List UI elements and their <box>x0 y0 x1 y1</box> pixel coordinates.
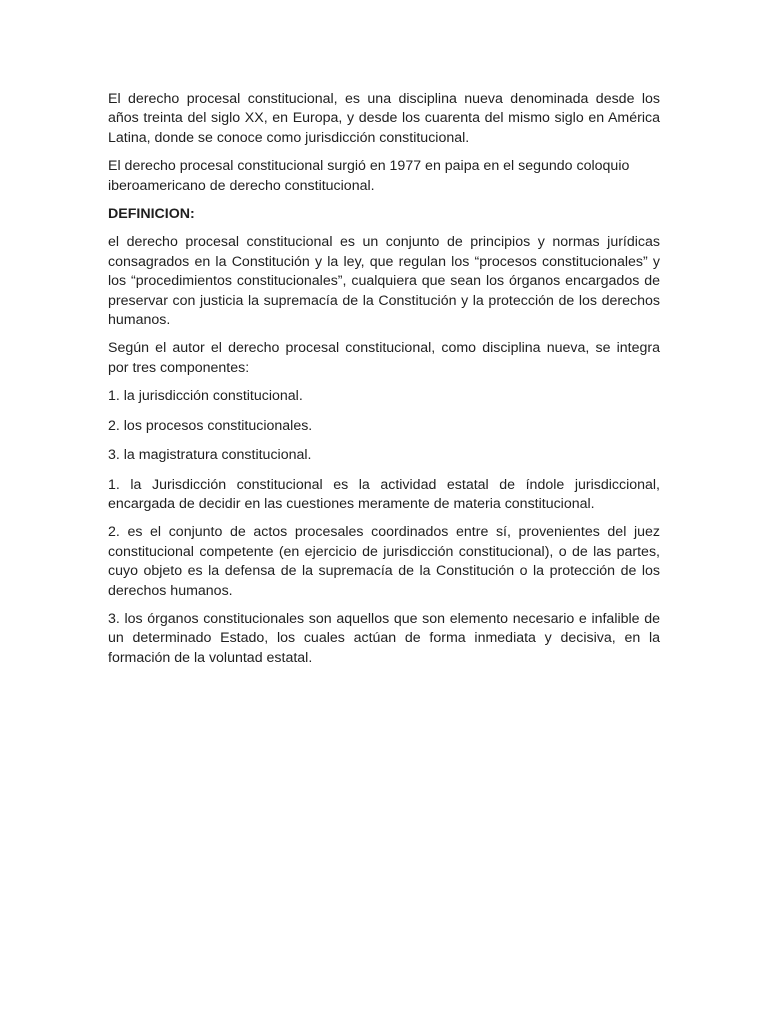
explanation-paragraph: 3. los órganos constitucionales son aquellos que son elemento necesario e infalible de un determinado Estado, los cuales actúan de forma inmediata y decisiva, en la formación de la voluntad estatal. <box>108 610 660 666</box>
definition-heading: DEFINICION: <box>108 206 195 223</box>
component-item: 2. los procesos constitucionales. <box>108 417 313 434</box>
component-item: 1. la jurisdicción constitucional. <box>108 388 303 405</box>
components-intro-paragraph: Según el autor el derecho procesal constitucional, como disciplina nueva, se integra por tres componentes: <box>108 340 660 376</box>
component-item: 3. la magistratura constitucional. <box>108 447 312 464</box>
explanation-paragraph: 1. la Jurisdicción constitucional es la actividad estatal de índole jurisdiccional, encargada de decidir en las cuestiones meramente de materia constitucional. <box>108 476 660 512</box>
document-body <box>108 90 660 677</box>
origin-paragraph: El derecho procesal constitucional surgió en 1977 en paipa en el segundo coloquio iberoamericano de derecho constitucional. <box>108 158 630 194</box>
explanation-paragraph: 2. es el conjunto de actos procesales coordinados entre sí, provenientes del juez constitucional competente (en ejercicio de jurisdicción constitucional), o de las partes, cuyo objeto es la defensa de la supremacía de la Constitución o la protección de los derechos humanos. <box>108 524 660 599</box>
definition-paragraph: el derecho procesal constitucional es un conjunto de principios y normas jurídicas consagrados en la Constitución y la ley, que regulan los “procesos constitucionales” y los “procedimientos constitucionales”, cualquiera que sean los órganos encargados de preservar con justicia la supremacía de la Constitución y la protección de los derechos humanos. <box>108 234 660 329</box>
intro-paragraph: El derecho procesal constitucional, es una disciplina nueva denominada desde los años treinta del siglo XX, en Europa, y desde los cuarenta del mismo siglo en América Latina, donde se conoce como jurisdicción constitucional. <box>108 91 660 146</box>
